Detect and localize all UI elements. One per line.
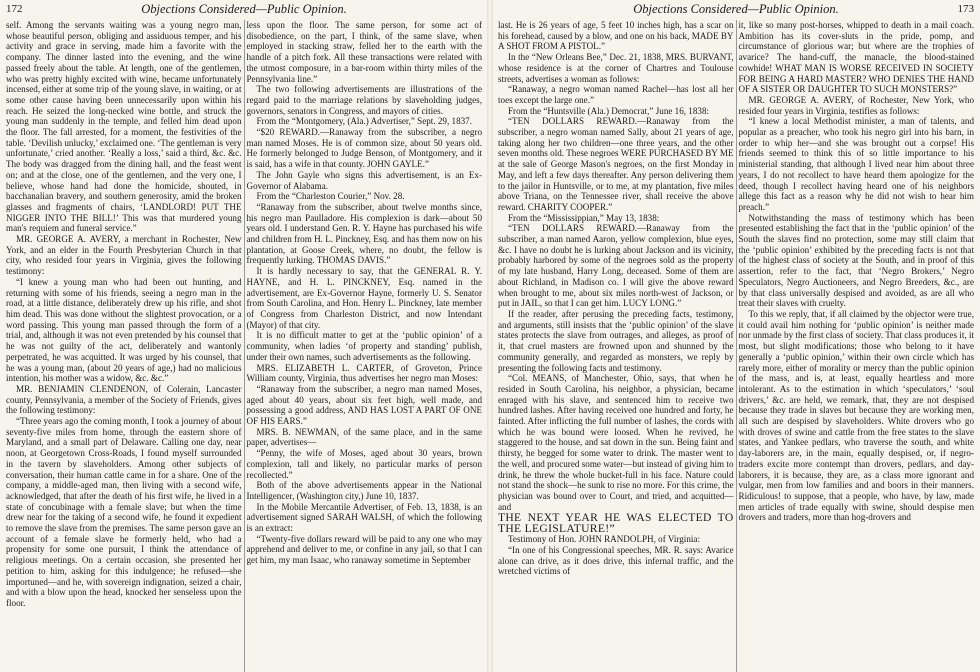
left-page-header — [0, 0, 488, 20]
column-2 — [244, 20, 485, 672]
paragraph: it, like so many post-horses, whipped to death in a mail coach. Ambition has its cover-sluts in the pride, pomp, and circumstance of glorious war; but where are the trophies of avarice? The hand-cuff, the manacle, the blood-stained cowhide! WHAT MAN IS WORSE RECEIVED IN SOCIETY FOR BEING A HARD MASTER? WHO DENIES THE HAND OF A SISTER OR DAUGHTER TO SUCH MONSTERS?” — [738, 20, 974, 95]
paragraph: The two following advertisements are illustrations of the regard paid to the marriage relations by slaveholding judges, governors, senators in Congress, and mayors of cities. — [246, 84, 482, 116]
paragraph: From the “Huntsville (Ala.) Democrat,” June 16, 1838: — [508, 105, 710, 116]
paragraph: “$20 REWARD.—Ranaway from the subscriber, a negro man named Moses. He is of common size, about 50 years old. He formerly belonged to Judge Benson, of Montgomery, and it is said, has a wife in that county. JOHN GAYLE.” — [246, 127, 482, 170]
paragraph: In the “New Orleans Bee,” Dec. 21, 1838, MRS. BURVANT, whose residence is at the corner of Chartres and Toulouse streets, advertises a woman as follows: — [498, 52, 734, 84]
paragraph: “Three years ago the coming month, I took a journey of about seventy-five miles from home, through the eastern shore of Maryland, and a small part of Delaware. Calling one day, near noon, at Georgetown Cross-Roads, I found myself surrounded in the tavern by slaveholders. Among other subjects of conversation, their human cattle came in for a share. One of the company, a middle-aged man, then living with a second wife, acknowledged, that after the death of his first wife, he lived in a state of concubinage with a female slave; but when the time drew near for the taking of a second wife, he found it expedient to remove the slave from the premises. The same person gave an account of a female slave he formerly held, who had a propensity for some one pursuit, I think the attendance of religious meetings. On a certain occasion, she presented her petition to him, asking for this indulgence; he refused—she importuned—and he, with sovereign indignation, seized a chair, and with a blow upon the head, knocked her senseless upon the floor. — [6, 416, 242, 608]
right-page-columns — [496, 20, 976, 672]
paragraph: “Ranaway from the subscriber, a negro man named Moses, aged about 40 years, about six feet high, well made, and possessing a good address, AND HAS LOST A PART OF ONE OF HIS EARS.” — [246, 383, 482, 427]
paragraph: Notwithstanding the mass of testimony which has been presented establishing the fact that in the ‘public opinion’ of the South the slaves find no protection, some may still claim that the ‘public opinion’ exhibited by the preceding facts is not that of the highest class of society at the South, and in proof of this assertion, refer to the fact, that ‘Negro Brokers,’ Negro Speculators, Negro Auctioneers, and Negro Breeders, &c., are by that class universally despised and avoided, as are all who treat their slaves with cruelty. — [738, 212, 974, 309]
paragraph: last. He is 26 years of age, 5 feet 10 inches high, has a scar on his forehead, caused by a blow, and one on his back, MADE BY A SHOT FROM A PISTOL.” — [498, 20, 734, 52]
paragraph: “Ranaway, a negro woman named Rachel—has lost all her toes except the large one.” — [498, 84, 734, 105]
emphasized-headline: THE NEXT YEAR HE WAS ELECTED TO THE LEGISLATURE!” — [498, 511, 734, 536]
paragraph: In the Mobile Mercantile Advertiser, of Feb. 13, 1838, is an advertisement signed SARAH WALSH, of which the following is an extract: — [246, 501, 482, 534]
paragraph: “Penny, the wife of Moses, aged about 30 years, brown complexion, tall and likely, no particular marks of person recollected.” — [246, 448, 482, 480]
paragraph: It is hardly necessary to say, that the GENERAL R. Y. HAYNE, and H. L. PINCKNEY, Esq. named in the advertisement, are Ex-Governor Hayne, formerly U. S. Senator from South Carolina, and Hon. Henry L. Pinckney, late member of Congress from Charleston District, and now Intendant (Mayor) of that city. — [246, 266, 482, 330]
paragraph: “Ranaway from the subscriber, about twelve months since, his negro man Paulladore. His complexion is dark—about 50 years old. I understand Gen. R. Y. Hayne has purchased his wife and children from H. L. Pinckney, Esq. and has them now on his plantation, at Goose Creek, where, no doubt, the fellow is frequently lurking. THOMAS DAVIS.” — [246, 201, 482, 266]
paragraph: From the “Mississippian,” May 13, 1838: — [508, 212, 660, 223]
right-page-number: 173 — [957, 3, 974, 15]
right-page — [492, 0, 980, 672]
paragraph: “TEN DOLLARS REWARD.—Ranaway from the subscriber, a man named Aaron, yellow complexion, blue eyes, &c. I have no doubt he is lurking about Jackson and its vicinity, probably harbored by some of the negroes sold as the property of my late husband, Harry Long, deceased. Some of them are about Richland, in Madison co. I will give the above reward when brought to me, about six miles north-west of Jackson, or put in JAIL, so that I can get him. LUCY LONG.” — [498, 223, 734, 309]
paragraph: “TEN DOLLARS REWARD.—Ranaway from the subscriber, a negro woman named Sally, about 21 years of age, taking along her two children—one three years, and the other seven months old. These negroes WERE PURCHASED BY ME at the sale of George Mason's negroes, on the first Monday in May, and left a few days thereafter. Any person delivering them to the jailor in Huntsville, or to me, at my plantation, five miles above Triana, on the Tennessee river, shall receive the above reward. CHARITY COOPER.” — [498, 116, 734, 212]
right-running-title: Objections Considered—Public Opinion. — [633, 2, 839, 16]
paragraph: If the reader, after perusing the preceding facts, testimony, and arguments, still insists that the ‘public opinion’ of the slave states protects the slave from outrages, and alleges, as proof of it, that cruel masters are frowned upon and shunned by the community generally, and regarded as monsters, we reply by presenting the following facts and testimony. — [498, 308, 734, 373]
paragraph: MR. GEORGE A. AVERY, of Rochester, New York, who resided four years in Virginia, testifies as follows: — [738, 94, 974, 116]
paragraph: The John Gayle who signs this advertisement, is an Ex-Governor of Alabama. — [246, 169, 482, 191]
paragraph: From the “Montgomery, (Ala.) Advertiser,” Sept. 29, 1837. — [256, 116, 472, 127]
paragraph: “In one of his Congressional speeches, MR. R. says: Avarice alone can drive, as it does drive, this infernal traffic, and the wretched victims of — [498, 545, 734, 577]
left-page-columns — [4, 20, 484, 672]
paragraph: It is no difficult matter to get at the ‘public opinion’ of a community, when ladies ‘of property and standing’ publish, under their own names, such advertisements as the following. — [246, 330, 482, 362]
paragraph: “Twenty-five dollars reward will be paid to any one who may apprehend and deliver to me, or confine in any jail, so that I can get him, my man Isaac, who ranaway sometime in September — [246, 533, 482, 566]
paragraph: “Col. MEANS, of Manchester, Ohio, says, that when he resided in South Carolina, his neighbor, a physician, became enraged with his slave, and sentenced him to receive two hundred lashes. After having received one hundred and forty, he fainted. After inflicting the full number of lashes, the cords with which he was bound were loosed. When he revived, he staggered to the house, and sat down in the sun. Being faint and thirsty, he begged for some water to drink. The master went to the well, and procured some water—but instead of giving him to drink, he threw the whole bucket-full in his face. Nature could not stand the shock—he sunk to rise no more. For this crime, the physician was bound over to Court, and tried, and acquitted—and — [498, 373, 734, 512]
paragraph: MRS. B. NEWMAN, of the same place, and in the same paper, advertises— — [246, 426, 482, 448]
paragraph: less upon the floor. The same person, for some act of disobedience, on the part, I think, of the same slave, when employed in stacking straw, felled her to the earth with the handle of a pitch fork. All these transactions were related with the utmost composure, in a bar-room within thirty miles of the Pennsylvania line.” — [246, 20, 482, 84]
left-page-number: 172 — [6, 3, 23, 15]
column-1 — [4, 20, 244, 672]
paragraph: self. Among the servants waiting was a young negro man, whose beautiful person, obliging and assiduous temper, and his activity and grace in serving, made him a favorite with the company. The dinner lasted into the evening, and the wine passed freely about the table. At length, one of the gentlemen, who was pretty highly excited with wine, became unfortunately incensed, either at some trip of the young slave, in waiting, or at some other cause having been unnecessarily upon within his reach. He seized the long-necked wine bottle, and struck the young man suddenly in the temple, and felled him dead upon the floor. The fall arrested, for a moment, the festivities of the table. ‘Devilish unlucky,’ exclaimed one. ‘The gentleman is very unfortunate,’ cried another. ‘Really a loss,’ said a third, &c. &c. The body was dragged from the dining hall, and the feast went on; and at the close, one of the gentlemen, and the very one, I believe, whose hand had done the homicide, shouted, in bacchanalian bravery, and southern generosity, amid the broken glasses and fragments of chairs, ‘LANDLORD! PUT THE NIGGER INTO THE BILL!’ This was that murdered young man's requiem and funeral service.” — [6, 20, 242, 234]
paragraph: Testimony of Hon. JOHN RANDOLPH, of Virginia: — [508, 534, 700, 545]
paragraph: Both of the above advertisements appear in the National Intelligencer, (Washington city,) June 10, 1837. — [246, 480, 482, 501]
left-page — [0, 0, 488, 672]
paragraph: To this we reply, that, if all claimed by the objector were true, it could avail him nothing for ‘public opinion’ is neither made nor unmade by the first class of society. That class produces it, it most, but slight modifications; those who belong to it have generally a ‘public opinion,’ within their own circle which has rarely more, either of morality or mercy than the public opinion of the mass, and is, at least, equally heartless and more intolerant. As to the estimation in which ‘speculators,’ ‘soul drivers,’ &c. are held, we remark, that, they are not despised because they trade in slaves but because they are working men, all such are despised by slaveholders. White drovers who go with droves of swine and cattle from the free states to the slave states, and Yankee pedlars, who traverse the south, and white day-laborers are, in the main, equally despised, or, if negro-traders excite more contempt than drovers, pedlars, and day-laborers, it is because, they are, as a class more ignorant and vulgar, men from low families and and boors in their manners. Ridiculous! to suppose, that a people, who have, by law, made men articles of trade equally with swine, should despise men drovers and traders, more than hog-drovers and — [738, 308, 974, 523]
paragraph: “I knew a young man who had been out hunting, and returning with some of his friends, seeing a negro man in the road, at a little distance, deliberately drew up his rifle, and shot him dead. This was done without the slightest provocation, or a word passing. This young man passed through the form of a trial, and, although it was not even pretended by his counsel that he was not guilty of the act, deliberately and wantonly perpetrated, he was acquitted. It was urged by his counsel, that he was a young man, (about 20 years of age,) had no malicious intention, his mother was a widow, &c. &c.” — [6, 276, 242, 384]
paragraph: “I knew a local Methodist minister, a man of talents, and popular as a preacher, who took his negro girl into his barn, in order to whip her—and she was brought out a corpse! His friends seemed to think this of so little importance to his ministerial standing, that although I lived near him about three years, I do not recollect to have heard them apologize for the deed, though I recollect having heard one of his neighbors allege this fact as a reason why he did not wish to hear him preach.” — [738, 116, 974, 212]
column-4 — [736, 20, 977, 672]
column-3 — [496, 20, 736, 672]
right-page-header — [492, 0, 980, 20]
paragraph: From the “Charleston Courier,” Nov. 28. — [256, 191, 405, 202]
paragraph: MR. GEORGE A. AVERY, a merchant in Rochester, New York, and an elder in the Fourth Presbyterian Church in that city, who resided four years in Virginia, gives the following testimony: — [6, 234, 242, 277]
paragraph: MR. BENJAMIN CLENDENON, of Colerain, Lancaster county, Pennsylvania, a member of the Society of Friends, gives the following testimony: — [6, 383, 242, 416]
paragraph: MRS. ELIZABETH L. CARTER, of Groveton, Prince William county, Virginia, thus advertises her negro man Moses: — [246, 362, 482, 384]
left-running-title: Objections Considered—Public Opinion. — [141, 2, 347, 16]
